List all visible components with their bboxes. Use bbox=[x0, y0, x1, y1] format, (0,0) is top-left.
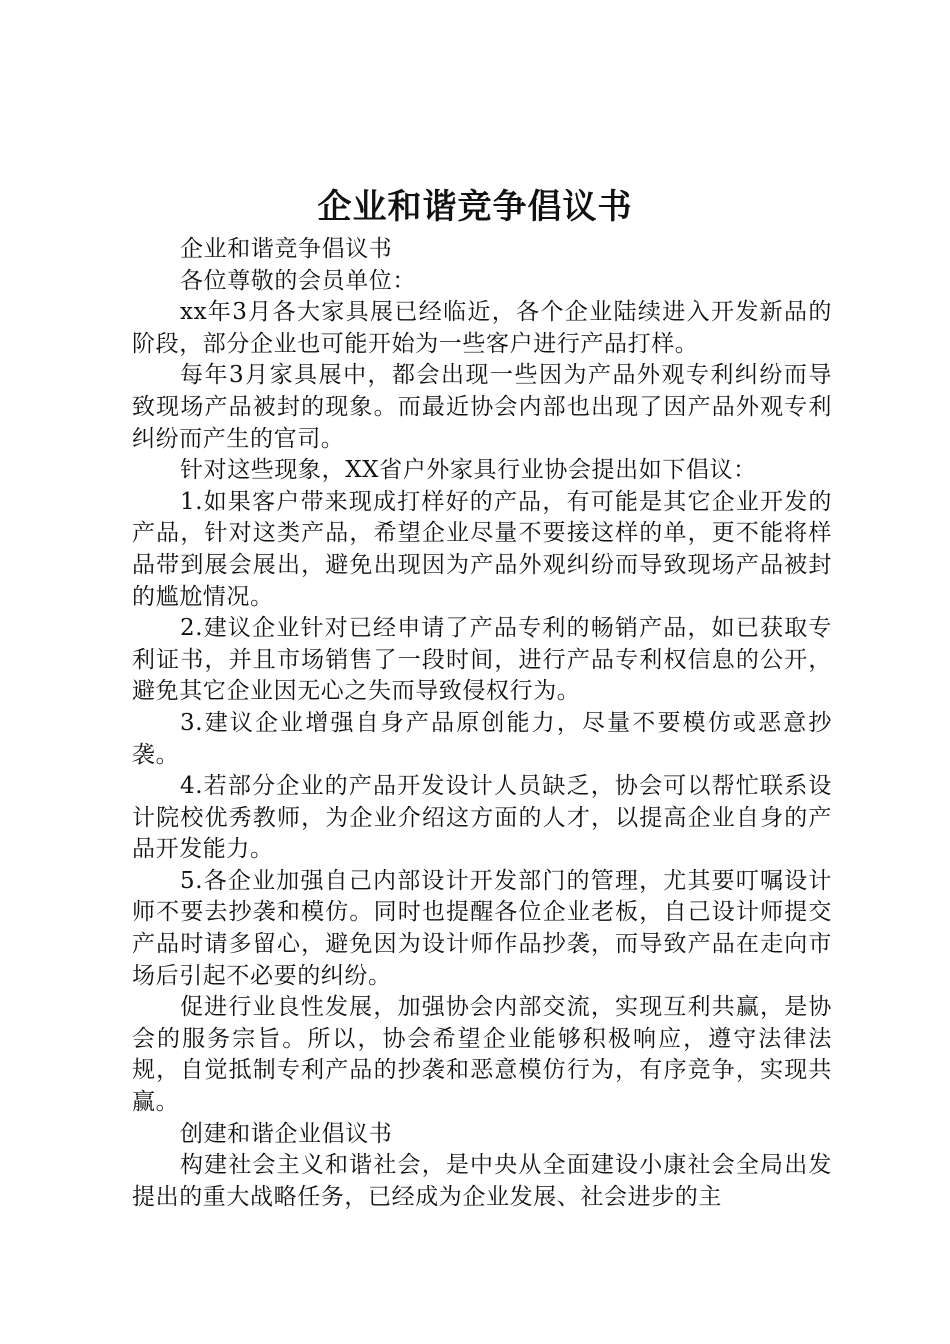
paragraph-proposal-lead: 针对这些现象，XX省户外家具行业协会提出如下倡议： bbox=[180, 457, 757, 484]
paragraph-item-4: 4.若部分企业的产品开发设计人员缺乏，协会可以帮忙联系设计院校优秀教师，为企业介绍这方面的人才，以提高企业自身的产品开发能力。 bbox=[132, 773, 832, 863]
paragraph-item-2: 2.建议企业针对已经申请了产品专利的畅销产品，如已获取专利证书，并且市场销售了一段时间，进行产品专利权信息的公开，避免其它企业因无心之失而导致侵权行为。 bbox=[132, 615, 832, 705]
document-body bbox=[132, 234, 832, 1213]
paragraph-closing: 促进行业良性发展，加强协会内部交流，实现互利共赢，是协会的服务宗旨。所以，协会希望企业能够积极响应，遵守法律法规，自觉抵制专利产品的抄袭和恶意模仿行为，有序竞争，实现共赢。 bbox=[132, 994, 832, 1116]
paragraph-intro: xx年3月各大家具展已经临近，各个企业陆续进入开发新品的阶段，部分企业也可能开始为一些客户进行产品打样。 bbox=[132, 299, 832, 357]
paragraph-item-3: 3.建议企业增强自身产品原创能力，尽量不要模仿或恶意抄袭。 bbox=[132, 709, 832, 768]
paragraph-heading-repeat: 企业和谐竞争倡议书 bbox=[180, 236, 393, 262]
paragraph-item-1: 1.如果客户带来现成打样好的产品，有可能是其它企业开发的产品，针对这类产品，希望企业尽量不要接这样的单，更不能将样品带到展会展出，避免出现因为产品外观纠纷而导致现场产品被封的尴尬情况。 bbox=[132, 488, 832, 610]
document-title: 企业和谐竞争倡议书 bbox=[317, 187, 633, 227]
paragraph-item-5: 5.各企业加强自己内部设计开发部门的管理，尤其要叮嘱设计师不要去抄袭和模仿。同时也提醒各位企业老板，自己设计师提交产品时请多留心，避免因为设计师作品抄袭，而导致产品在走向市场后引起不必要的纠纷。 bbox=[132, 867, 832, 989]
paragraph-background: 每年3月家具展中，都会出现一些因为产品外观专利纠纷而导致现场产品被封的现象。而最近协会内部也出现了因产品外观专利纠纷而产生的官司。 bbox=[132, 362, 832, 452]
paragraph-second-intro: 构建社会主义和谐社会，是中央从全面建设小康社会全局出发提出的重大战略任务，已经成为企业发展、社会进步的主 bbox=[132, 1152, 832, 1210]
paragraph-second-heading: 创建和谐企业倡议书 bbox=[180, 1120, 393, 1147]
paragraph-salutation: 各位尊敬的会员单位： bbox=[180, 267, 416, 294]
